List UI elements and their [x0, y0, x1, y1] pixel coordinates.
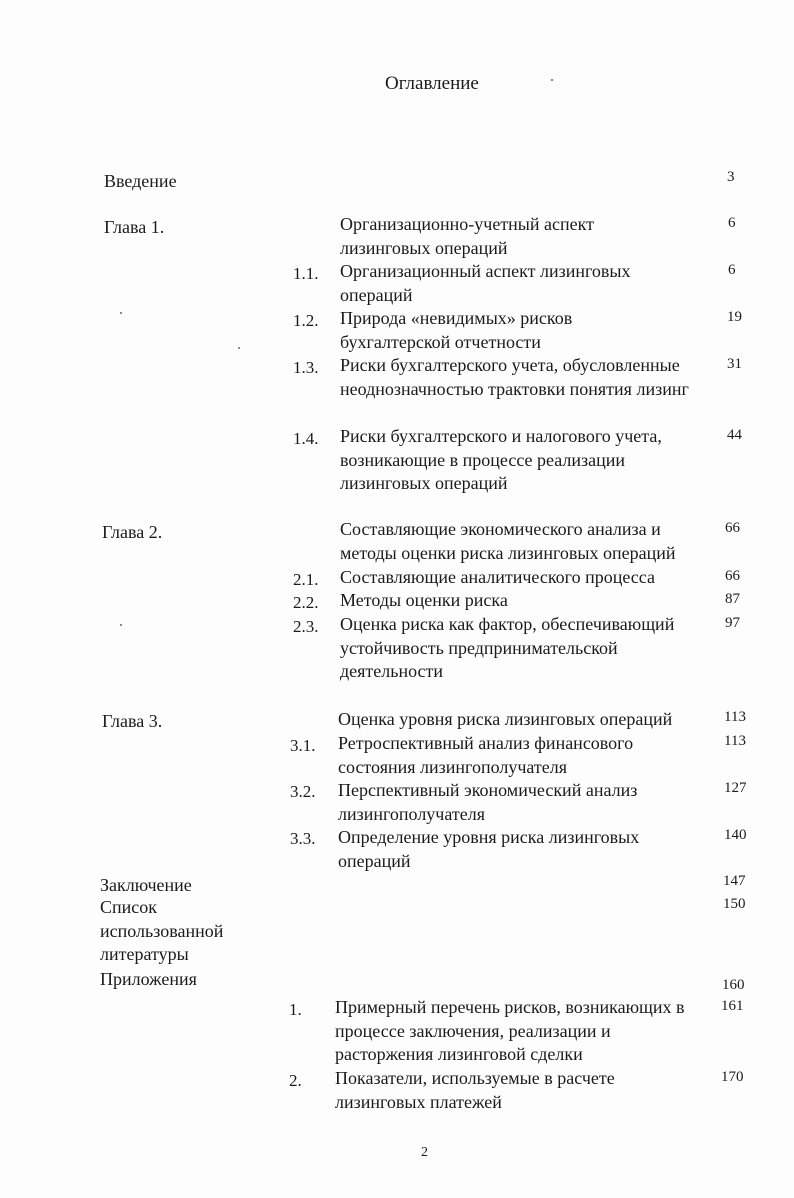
chapter-3-page: 113: [724, 709, 746, 725]
chapter-1-label: Глава 1.: [104, 217, 165, 237]
appendix-title: Показатели, используемые в расчете лизинговых платежей: [335, 1068, 615, 1112]
toc-references-label: Список использованной литературы: [100, 897, 224, 964]
toc-appendices-page: 160: [722, 977, 745, 993]
scan-speck: [120, 624, 122, 626]
section-page: 140: [724, 827, 747, 843]
toc-intro-label: Введение: [104, 171, 177, 191]
section-number: 2.2.: [293, 593, 319, 612]
chapter-1-page: 6: [728, 215, 736, 231]
scan-speck: [551, 79, 553, 81]
section-number: 1.4.: [293, 429, 319, 448]
chapter-3-label: Глава 3.: [102, 711, 163, 731]
section-title: Природа «невидимых» рисков бухгалтерской отчетности: [340, 308, 573, 352]
scan-speck: [238, 347, 240, 349]
section-number: 3.3.: [290, 829, 316, 848]
appendix-number: 2.: [289, 1071, 302, 1090]
appendix-page: 170: [721, 1069, 744, 1085]
chapter-2-title: Составляющие экономического анализа и методы оценки риска лизинговых операций: [340, 519, 676, 563]
section-number: 2.3.: [293, 617, 319, 636]
toc-intro-page: 3: [727, 169, 735, 185]
section-title: Составляющие аналитического процесса: [340, 567, 655, 587]
appendix-number: 1.: [289, 1000, 302, 1019]
appendix-title: Примерный перечень рисков, возникающих в процессе заключения, реализации и расторжения лизинговой сделки: [335, 997, 685, 1064]
scan-speck: [120, 312, 122, 314]
chapter-2-page: 66: [725, 520, 740, 536]
section-page: 44: [727, 427, 742, 443]
section-page: 87: [725, 591, 740, 607]
chapter-3-title: Оценка уровня риска лизинговых операций: [338, 709, 673, 729]
section-title: Риски бухгалтерского и налогового учета, возникающие в процессе реализации лизинговых операций: [340, 426, 662, 493]
page-number: 2: [421, 1145, 428, 1160]
section-page: 113: [724, 733, 746, 749]
section-title: Перспективный экономический анализ лизингополучателя: [338, 780, 638, 824]
section-title: Ретроспективный анализ финансового состояния лизингополучателя: [338, 733, 634, 777]
section-page: 97: [725, 615, 740, 631]
section-number: 1.2.: [293, 311, 319, 330]
section-number: 1.1.: [293, 264, 319, 283]
section-page: 6: [728, 262, 736, 278]
section-title: Определение уровня риска лизинговых операций: [338, 827, 640, 871]
section-page: 19: [727, 309, 742, 325]
chapter-1-title: Организационно-учетный аспект лизинговых операций: [340, 214, 595, 258]
section-title: Оценка риска как фактор, обеспечивающий устойчивость предпринимательской деятельности: [340, 614, 675, 681]
section-number: 3.1.: [290, 736, 316, 755]
section-title: Методы оценки риска: [340, 590, 508, 610]
toc-conclusion-page: 147: [723, 873, 746, 889]
section-number: 3.2.: [290, 782, 316, 801]
section-title: Организационный аспект лизинговых операций: [340, 261, 631, 305]
appendix-page: 161: [721, 998, 744, 1014]
section-page: 127: [724, 780, 747, 796]
toc-conclusion-label: Заключение: [100, 875, 192, 895]
toc-references-page: 150: [723, 896, 746, 912]
section-number: 2.1.: [293, 570, 319, 589]
toc-appendices-label: Приложения: [100, 969, 197, 989]
chapter-2-label: Глава 2.: [102, 522, 163, 542]
section-page: 66: [725, 568, 740, 584]
section-title: Риски бухгалтерского учета, обусловленные неоднозначностью трактовки понятия лизинг: [340, 355, 689, 399]
section-page: 31: [727, 356, 742, 372]
page-title: Оглавление: [385, 73, 479, 94]
section-number: 1.3.: [293, 358, 319, 377]
